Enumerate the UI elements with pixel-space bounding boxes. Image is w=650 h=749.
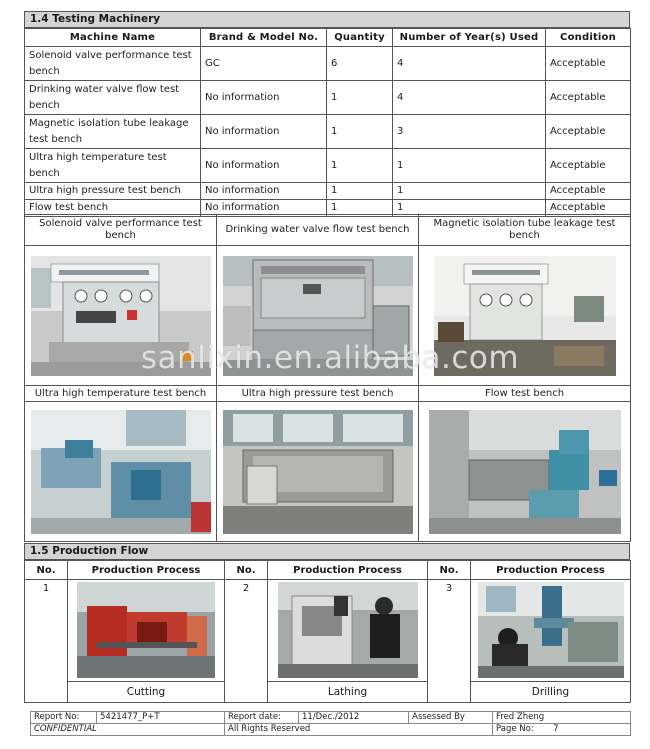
brand-cell: No information (201, 149, 327, 183)
report-footer (30, 711, 631, 736)
photo-caption-row (25, 386, 631, 402)
column-header: Number of Year(s) Used (393, 29, 546, 47)
confidential-label: CONFIDENTIAL (31, 724, 225, 736)
quantity-cell: 1 (327, 149, 393, 183)
column-header: Brand & Model No. (201, 29, 327, 47)
photo-caption: Drinking water valve flow test bench (217, 215, 419, 246)
photo-cell (419, 402, 631, 542)
table-header-row (25, 561, 631, 580)
condition-cell: Acceptable (546, 81, 631, 115)
photo-cell (68, 580, 225, 682)
page-no: 7 (553, 724, 559, 734)
report-date: 11/Dec./2012 (299, 712, 409, 724)
years-used-cell: 1 (393, 183, 546, 200)
solenoid-bench-photo (31, 256, 211, 376)
column-header: Production Process (68, 561, 225, 580)
column-header: Condition (546, 29, 631, 47)
high-pressure-bench-photo (223, 410, 413, 534)
rights-label: All Rights Reserved (225, 724, 493, 736)
machine-name-cell: Ultra high pressure test bench (25, 183, 201, 200)
photo-caption: Solenoid valve performance test bench (25, 215, 217, 246)
table-row (25, 149, 631, 183)
testing-machinery-table (24, 28, 631, 217)
condition-cell: Acceptable (546, 47, 631, 81)
brand-cell: GC (201, 47, 327, 81)
column-header: No. (428, 561, 471, 580)
table-row (25, 183, 631, 200)
flow-bench-photo (429, 410, 621, 534)
report-date-label: Report date: (225, 712, 299, 724)
photo-cell (268, 580, 428, 682)
machine-name-cell: Ultra high temperature test bench (25, 149, 201, 183)
table-row (25, 115, 631, 149)
photo-row (25, 402, 631, 542)
drilling-photo (478, 582, 624, 678)
column-header: Production Process (471, 561, 631, 580)
step-number: 1 (25, 580, 68, 703)
photo-cell (217, 402, 419, 542)
table-row (25, 580, 631, 682)
machine-name-cell: Solenoid valve performance test bench (25, 47, 201, 81)
drinking-water-bench-photo (223, 256, 413, 376)
quantity-cell: 6 (327, 47, 393, 81)
process-label: Lathing (268, 682, 428, 703)
condition-cell: Acceptable (546, 115, 631, 149)
photo-cell (471, 580, 631, 682)
assessed-by-label: Assessed By (409, 712, 493, 724)
column-header: No. (225, 561, 268, 580)
report-no: 5421477_P+T (97, 712, 225, 724)
photo-caption: Ultra high temperature test bench (25, 386, 217, 402)
photo-row (25, 246, 631, 386)
machine-name-cell: Magnetic isolation tube leakage test bench (25, 115, 201, 149)
magnetic-tube-bench-photo (434, 256, 616, 376)
quantity-cell: 1 (327, 81, 393, 115)
photo-caption: Magnetic isolation tube leakage test bench (419, 215, 631, 246)
years-used-cell: 4 (393, 47, 546, 81)
page-no-label: Page No: (496, 724, 534, 734)
step-number: 3 (428, 580, 471, 703)
process-label: Cutting (68, 682, 225, 703)
photo-cell (419, 246, 631, 386)
condition-cell: Acceptable (546, 149, 631, 183)
section-title-testing-machinery: 1.4 Testing Machinery (24, 11, 630, 28)
production-flow-table (24, 560, 631, 703)
photo-cell (25, 402, 217, 542)
watermark: sanlixin.en.alibaba.com (140, 340, 520, 376)
table-row (25, 682, 631, 703)
section-title-production-flow: 1.5 Production Flow (24, 543, 630, 560)
photo-caption: Flow test bench (419, 386, 631, 402)
process-label: Drilling (471, 682, 631, 703)
footer-row (31, 712, 631, 724)
assessed-by: Fred Zheng (493, 712, 631, 724)
photo-caption: Ultra high pressure test bench (217, 386, 419, 402)
machine-name-cell: Drinking water valve flow test bench (25, 81, 201, 115)
quantity-cell: 1 (327, 183, 393, 200)
high-temperature-bench-photo (31, 410, 211, 534)
brand-cell: No information (201, 81, 327, 115)
machinery-photo-grid (24, 214, 631, 542)
quantity-cell: 1 (327, 200, 393, 217)
condition-cell: Acceptable (546, 183, 631, 200)
photo-cell (217, 246, 419, 386)
column-header: Quantity (327, 29, 393, 47)
brand-cell: No information (201, 115, 327, 149)
table-row (25, 81, 631, 115)
table-row (25, 47, 631, 81)
years-used-cell: 1 (393, 200, 546, 217)
brand-cell: No information (201, 183, 327, 200)
machine-name-cell: Flow test bench (25, 200, 201, 217)
condition-cell: Acceptable (546, 200, 631, 217)
years-used-cell: 4 (393, 81, 546, 115)
cutting-photo (77, 582, 215, 678)
photo-caption-row (25, 215, 631, 246)
column-header: Production Process (268, 561, 428, 580)
lathing-photo (278, 582, 418, 678)
column-header: No. (25, 561, 68, 580)
table-header-row (25, 29, 631, 47)
photo-cell (25, 246, 217, 386)
column-header: Machine Name (25, 29, 201, 47)
years-used-cell: 3 (393, 115, 546, 149)
brand-cell: No information (201, 200, 327, 217)
step-number: 2 (225, 580, 268, 703)
footer-row (31, 724, 631, 736)
page-number-cell (493, 724, 631, 736)
report-no-label: Report No: (31, 712, 97, 724)
years-used-cell: 1 (393, 149, 546, 183)
quantity-cell: 1 (327, 115, 393, 149)
